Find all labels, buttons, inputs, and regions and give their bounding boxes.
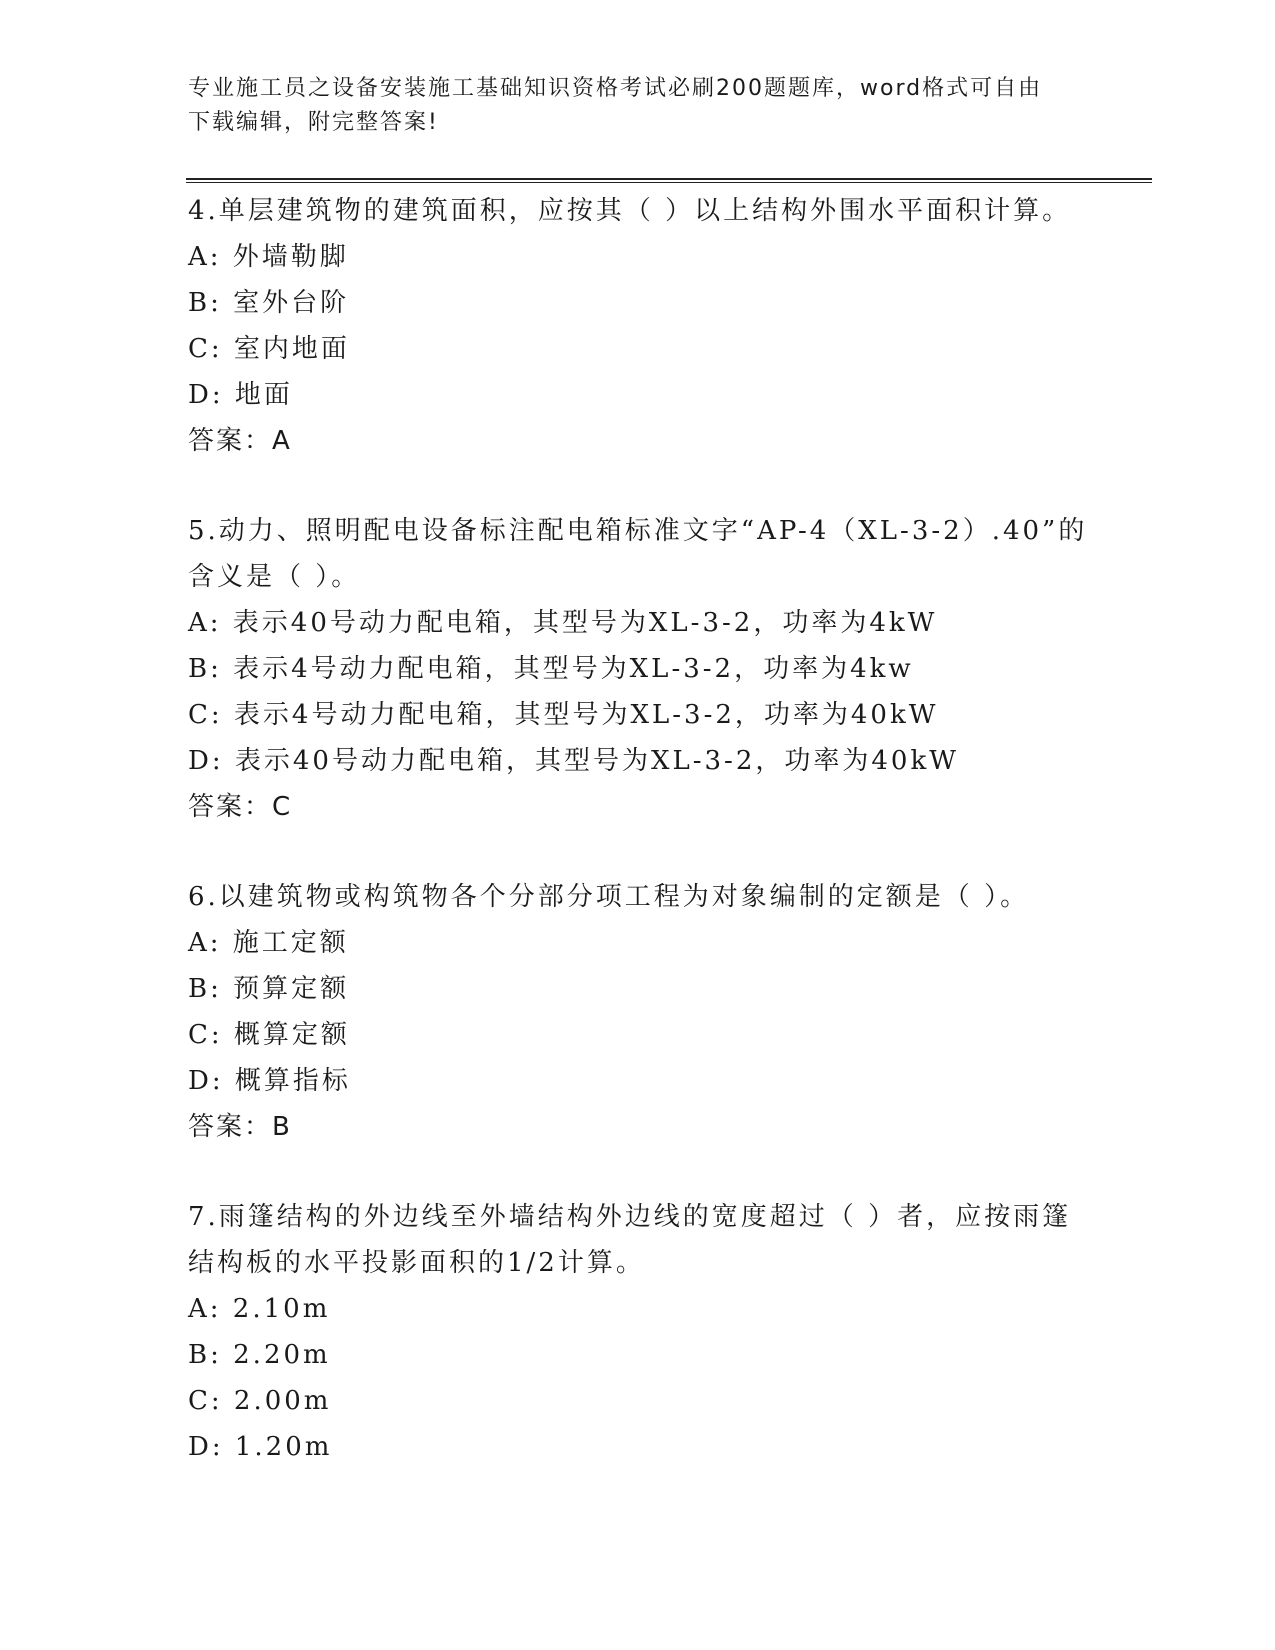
question-6 [188, 874, 1088, 1150]
option-d: D: 地面 [188, 380, 293, 410]
question-stem: 6.以建筑物或构筑物各个分部分项工程为对象编制的定额是（ ）。 [188, 882, 1030, 912]
option-c: C: 概算定额 [188, 1020, 350, 1050]
header-line-2: 下载编辑，附完整答案! [188, 110, 439, 135]
option-a: A: 外墙勒脚 [188, 242, 349, 272]
question-stem: 7.雨篷结构的外边线至外墙结构外边线的宽度超过（ ）者，应按雨篷 [188, 1202, 1072, 1232]
answer-line: 答案：C [188, 792, 293, 822]
option-b: B: 2.20m [188, 1340, 331, 1370]
question-stem: 5.动力、照明配电设备标注配电箱标准文字“AP-4（XL-3-2）.40”的 [188, 516, 1088, 546]
answer-line: 答案：A [188, 426, 292, 456]
answer-line: 答案：B [188, 1112, 292, 1142]
question-4 [188, 188, 1088, 464]
option-b: B: 表示4号动力配电箱，其型号为XL-3-2，功率为4kw [188, 654, 914, 684]
option-a: A: 2.10m [188, 1294, 331, 1324]
option-d: D: 1.20m [188, 1432, 333, 1462]
document-header [188, 72, 1068, 140]
option-c: C: 2.00m [188, 1386, 332, 1416]
option-b: B: 预算定额 [188, 974, 350, 1004]
header-line-1: 专业施工员之设备安装施工基础知识资格考试必刷200题题库，word格式可自由 [188, 76, 1043, 101]
question-stem: 4.单层建筑物的建筑面积，应按其（ ）以上结构外围水平面积计算。 [188, 196, 1072, 226]
option-d: D: 表示40号动力配电箱，其型号为XL-3-2，功率为40kW [188, 746, 959, 776]
question-7 [188, 1194, 1088, 1470]
option-b: B: 室外台阶 [188, 288, 350, 318]
option-c: C: 室内地面 [188, 334, 350, 364]
option-d: D: 概算指标 [188, 1066, 351, 1096]
question-stem-continued: 含义是（ ）。 [188, 562, 361, 592]
question-stem-continued: 结构板的水平投影面积的1/2计算。 [188, 1248, 645, 1278]
option-c: C: 表示4号动力配电箱，其型号为XL-3-2，功率为40kW [188, 700, 939, 730]
option-a: A: 施工定额 [188, 928, 349, 958]
question-5 [188, 508, 1088, 830]
option-a: A: 表示40号动力配电箱，其型号为XL-3-2，功率为4kW [188, 608, 938, 638]
header-divider [186, 178, 1152, 183]
question-list [188, 188, 1088, 1470]
